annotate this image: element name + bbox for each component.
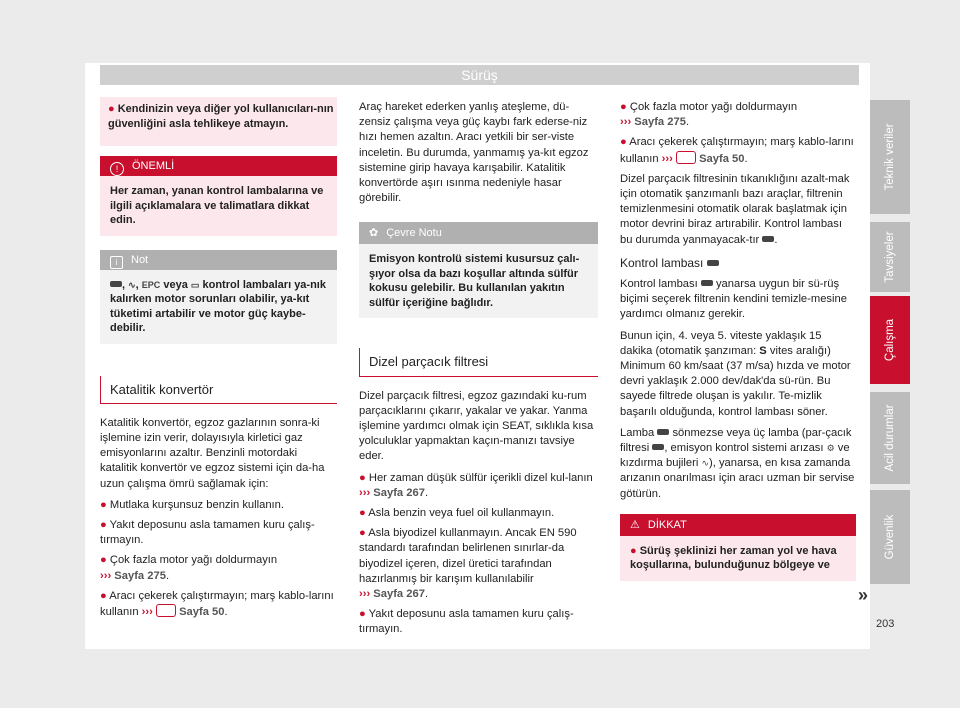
dikkat-body: ● Sürüş şeklinizi her zaman yol ve hava koşullarına, bulunduğunuz bölgeye ve <box>620 536 856 581</box>
tab-guvenlik[interactable]: Güvenlik <box>870 490 910 584</box>
car-icon <box>676 151 696 164</box>
column-2 <box>359 100 598 643</box>
tab-acil-durumlar[interactable]: Acil durumlar <box>870 392 910 484</box>
col2-intro: Araç hareket ederken yanlış ateşleme, dü-zensiz çalışma veya güç kaybı fark ederse-niz hızı hemen azaltın. Aracı yetkili bir ser-viste inceletin. Bu durumda, yanmamış ya-kıt egzoz sistemine girip havaya karışabilir. Katalitik konvertörde aşırı ısınma nedeniyle hasar görebilir. <box>359 101 589 205</box>
page-ref-link[interactable]: Sayfa 267 <box>373 588 425 601</box>
important-icon: ! <box>110 162 124 176</box>
onemli-body: Her zaman, yanan kontrol lambalarına ve ilgili açıklamalara ve talimatlara dikkat edin. <box>100 176 337 236</box>
env-body: Emisyon kontrolü sistemi kusursuz çalı-şıyor olsa da bazı koşullar altında sülfür kokusu gelebilir. Bu kullanılan yakıtın sülfür içeriğine bağlıdır. <box>359 244 598 318</box>
leaf-icon: ✿ <box>369 227 379 240</box>
section-heading-katalitik: Katalitik konvertör <box>100 372 337 404</box>
glow-plug-icon: ∿ <box>128 279 136 290</box>
dpf-lamp-icon <box>652 444 664 450</box>
dikkat-box <box>620 514 856 581</box>
list-item: ● Asla benzin veya fuel oil kullanmayın. <box>359 507 555 520</box>
onemli-header: ! ÖNEMLİ <box>100 156 337 176</box>
dpf-lamp-icon <box>701 280 713 286</box>
section-heading-dizel: Dizel parçacık filtresi <box>359 344 598 376</box>
page-ref-link[interactable]: Sayfa 50 <box>699 152 745 165</box>
col3-p2: Kontrol lambası yanarsa uygun bir sü-rüş biçimi seçerek filtrenin kendini temizle-mesine yardımcı olmanız gerekir. <box>620 278 847 321</box>
col3-p4: Lamba sönmezse veya üç lamba (par-çacık filtresi , emisyon kontrol sistemi arızası ⚙ ve kızdırma bujileri ∿), yanarsa, en kısa zamanda arızanın onarılması için aracı uzman bir servise götürün. <box>620 426 855 500</box>
list-item: ● Mutlaka kurşunsuz benzin kullanın. <box>100 498 284 511</box>
page-ref-link[interactable]: Sayfa 50 <box>179 605 225 618</box>
list-item: ● Aracı çekerek çalıştırmayın; marş kablo-larını kullanın ››› Sayfa 50. <box>620 136 854 165</box>
onemli-box <box>100 156 337 236</box>
dpf-lamp-icon <box>110 281 122 287</box>
page-header: Sürüş <box>100 65 859 85</box>
list-item: ● Aracı çekerek çalıştırmayın; marş kablo-larını kullanın ››› Sayfa 50. <box>100 589 334 618</box>
engine-icon: ▭ <box>190 279 200 290</box>
list-item: ● Yakıt deposunu asla tamamen kuru çalış-tırmayın. <box>359 608 574 636</box>
dpf-lamp-icon <box>762 236 774 242</box>
column-3 <box>620 100 856 581</box>
car-icon <box>156 604 176 617</box>
warning-top-box <box>100 97 337 146</box>
list-item: ● Çok fazla motor yağı doldurmayın ››› Sayfa 275. <box>100 554 278 582</box>
col3-p3: Bunun için, 4. veya 5. viteste yaklaşık 15 dakika (otomatik şanzıman: S vites aralığı) Minimum 60 km/saat (37 m/sa) hızda ve motor devri yaklaşık 2.000 dev/dak'da sü-rün. Bu sayede filtrede oluşan is yakılır. Te-mizlik başarılı olduğunda, kontrol lambası söner. <box>620 329 851 418</box>
glow-plug-icon: ∿ <box>701 458 709 469</box>
not-box <box>100 250 337 344</box>
tab-tavsiyeler[interactable]: Tavsiyeler <box>870 222 910 292</box>
dpf-lamp-icon <box>657 429 669 435</box>
list-item: ● Asla biyodizel kullanmayın. Ancak EN 590 standardı tarafından belirlenen sınırlar-da biyodizel içeren, dizel üretici tarafından hazırlanmış bir karışım kullanılabilir ››› Sayfa 267. <box>359 527 577 601</box>
env-box <box>359 222 598 318</box>
page-number: 203 <box>876 618 895 630</box>
warning-triangle-icon: ⚠ <box>630 518 640 531</box>
column-1 <box>100 97 337 625</box>
info-icon: i <box>110 256 123 269</box>
tab-teknik-veriler[interactable]: Teknik veriler <box>870 100 910 214</box>
dpf-lamp-icon <box>707 260 719 266</box>
emission-icon: ⚙ <box>826 443 835 454</box>
bullet-dot: ● <box>108 103 115 115</box>
list-item: ● Yakıt deposunu asla tamamen kuru çalış-tırmayın. <box>100 518 315 547</box>
not-body: , ∿, EPC veya ▭ kontrol lambaları ya-nık kalırken motor sorunları olabilir, ya-kıt tüketimi artabilir ve motor güç kaybe-debilir. <box>100 270 337 344</box>
epc-icon: EPC <box>141 279 161 290</box>
subheading-kontrol-lambasi: Kontrol lambası <box>620 256 856 271</box>
not-header: i Not <box>100 250 337 270</box>
warning-top-text: Kendinizin veya diğer yol kullanıcıları-nın güvenliğini asla tehlikeye atmayın. <box>108 103 334 130</box>
env-header: ✿ Çevre Notu <box>359 222 598 244</box>
dikkat-header: ⚠ DİKKAT <box>620 514 856 536</box>
tab-calisma[interactable]: Çalışma <box>870 296 910 384</box>
list-item: ● Her zaman düşük sülfür içerikli dizel kul-lanın ››› Sayfa 267. <box>359 471 593 499</box>
page-ref-link[interactable]: Sayfa 275 <box>114 569 166 582</box>
dizel-desc: Dizel parçacık filtresi, egzoz gazındaki ku-rum parçacıklarını çıkarır, yakalar ve yakar. Yanma işlemine yardımcı olmak için SEAT, sıklıkla kısa yolculuklar yapmaktan kaçın-manızı tavsiye eder. <box>359 389 594 463</box>
continue-arrow: » <box>858 585 869 605</box>
col3-p1: Dizel parçacık filtresinin tıkanıklığını azalt-mak için otomatik şanzımanlı bazı araçlar, filtrenin temizlenmesini otomatik olarak başlatmak için motor devrini biraz artırabilir. Kontrol lambası bu durumda yanmayacak-tır . <box>620 172 850 246</box>
page-ref-link[interactable]: Sayfa 275 <box>634 116 686 129</box>
katalitik-intro: Katalitik konvertör, egzoz gazlarının sonra-ki işlemine izin verir, dolayısıyla kirletici gaz emisyonlarını azaltır. Benzinli motordaki katalitik konvertör ve egzoz sistemi için da-ha uzun çalışma ömrü sağlamak için: <box>100 416 325 490</box>
page-ref-link[interactable]: Sayfa 267 <box>373 486 425 499</box>
list-item: ● Çok fazla motor yağı doldurmayın ››› Sayfa 275. <box>620 101 798 129</box>
